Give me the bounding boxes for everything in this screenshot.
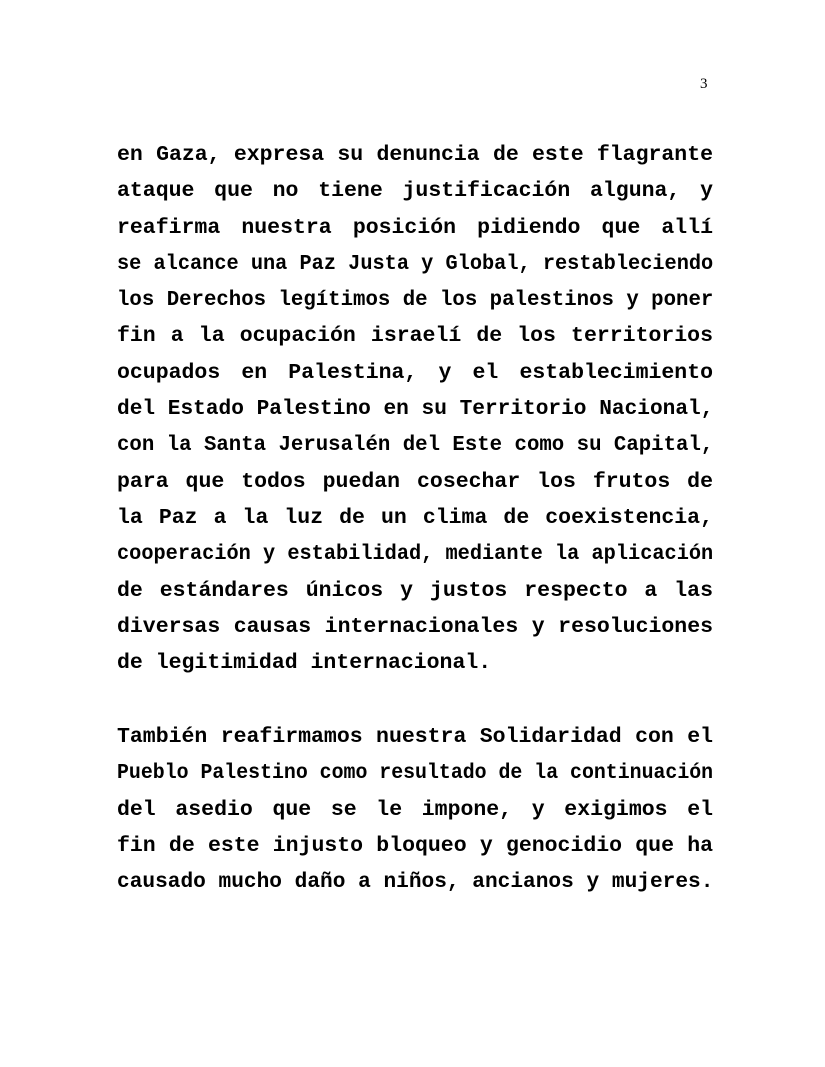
text-line: reafirma nuestra posición pidiendo que allí xyxy=(117,215,713,240)
text-line: los Derechos legítimos de los palestinos y poner xyxy=(117,288,714,313)
text-line: de estándares únicos y justos respecto a las xyxy=(117,578,713,603)
paragraph-1 xyxy=(117,143,713,687)
paragraph-2 xyxy=(117,725,713,906)
text-line: de legitimidad internacional. xyxy=(117,651,492,676)
text-line: fin a la ocupación israelí de los territorios xyxy=(117,324,713,349)
text-line: fin de este injusto bloqueo y genocidio que ha xyxy=(117,833,713,858)
page-number: 3 xyxy=(700,76,708,92)
text-line: para que todos puedan cosechar los frutos de xyxy=(117,469,713,494)
text-line: con la Santa Jerusalén del Este como su Capital, xyxy=(117,433,714,458)
text-line: También reafirmamos nuestra Solidaridad con el xyxy=(117,725,713,749)
text-line: la Paz a la luz de un clima de coexistencia, xyxy=(117,505,713,530)
text-line: cooperación y estabilidad, mediante la aplicación xyxy=(117,542,714,567)
text-line: diversas causas internacionales y resoluciones xyxy=(117,614,713,639)
text-line: del Estado Palestino en su Territorio Nacional, xyxy=(117,397,714,422)
text-line: ataque que no tiene justificación alguna, y xyxy=(117,179,713,204)
text-line: en Gaza, expresa su denuncia de este flagrante xyxy=(117,143,713,167)
text-line: causado mucho daño a niños, ancianos y mujeres. xyxy=(117,870,714,895)
text-line: del asedio que se le impone, y exigimos el xyxy=(117,797,713,822)
text-line: ocupados en Palestina, y el establecimiento xyxy=(117,360,713,385)
text-line: Pueblo Palestino como resultado de la continuación xyxy=(117,761,714,786)
text-line: se alcance una Paz Justa y Global, restableciendo xyxy=(117,251,714,276)
